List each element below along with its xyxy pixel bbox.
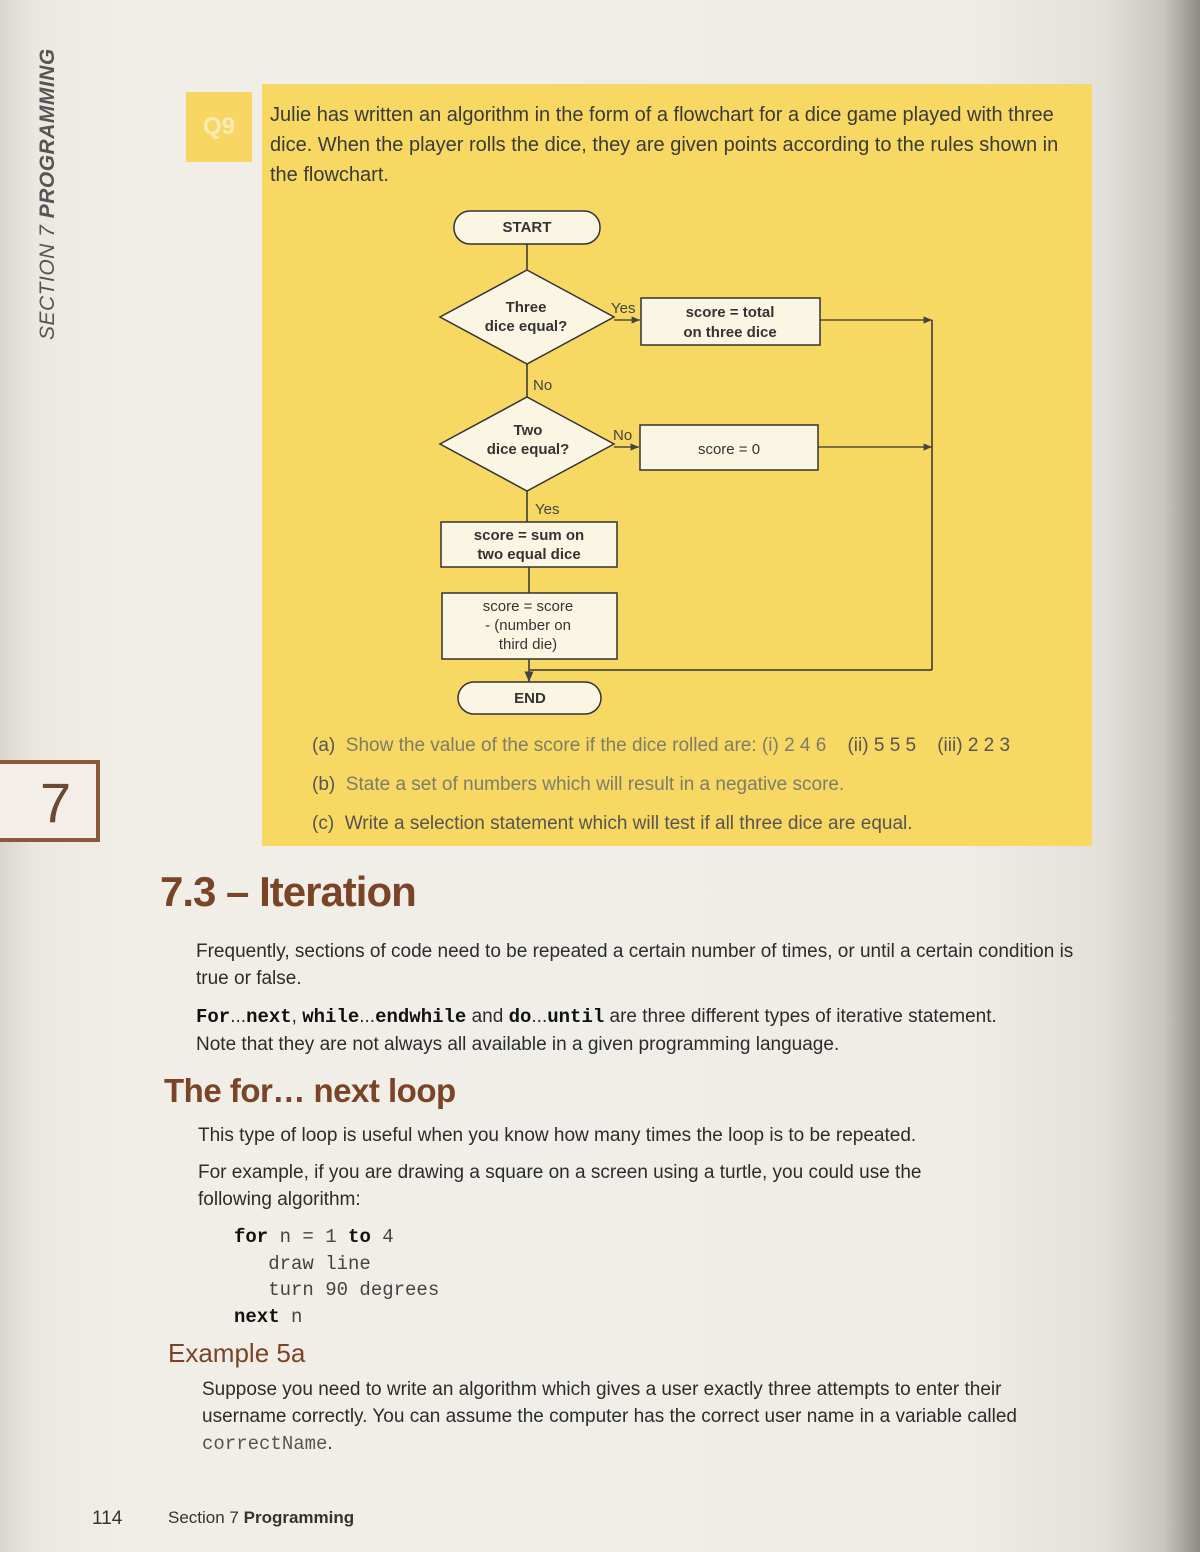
box4-label-3: third die) xyxy=(498,636,558,653)
yes2-label: Yes xyxy=(535,501,560,518)
no1-label: No xyxy=(533,377,553,394)
question-tag: Q9 xyxy=(186,92,252,162)
section-side-label: SECTION 7 PROGRAMMING xyxy=(36,48,59,340)
decision2-label-2: dice equal? xyxy=(486,441,570,458)
decision1-label-2: dice equal? xyxy=(484,318,568,335)
box1-label-2: on three dice xyxy=(683,324,777,341)
box1-label-1: score = total xyxy=(685,304,775,321)
subquestion-a: (a) Show the value of the score if the dice rolled are: (i) 2 4 6 (ii) 5 5 5 (iii) 2 2 3 xyxy=(312,735,1011,756)
start-label: START xyxy=(502,219,552,236)
end-label: END xyxy=(514,690,546,707)
question-text: Julie has written an algorithm in the form of a flowchart for a dice game played with three dice. When the player rolls the dice, they are given points according to the rules shown in the flowchart. xyxy=(270,104,1059,186)
turtle-code-block: for n = 1 to 4 draw line turn 90 degrees next n xyxy=(234,1226,440,1328)
chapter-number: 7 xyxy=(40,771,72,834)
box3-label-2: two equal dice xyxy=(477,546,581,563)
example-paragraph: Suppose you need to write an algorithm which gives a user exactly three attempts to enter their username correctly. You can assume the computer has the correct user name in a variable called correctName. xyxy=(202,1379,1017,1455)
yes1-label: Yes xyxy=(611,300,636,317)
decision-three-dice xyxy=(440,270,614,364)
example-heading: Example 5a xyxy=(168,1338,306,1368)
section-heading: 7.3 – Iteration xyxy=(160,868,416,915)
for-loop-paragraph-2: For example, if you are drawing a square on a screen using a turtle, you could use the following algorithm: xyxy=(198,1162,922,1210)
footer-section: Section 7 Programming xyxy=(168,1508,355,1527)
subquestion-b: (b) State a set of numbers which will result in a negative score. xyxy=(312,774,845,795)
decision2-label-1: Two xyxy=(513,422,543,439)
for-loop-paragraph-1: This type of loop is useful when you know how many times the loop is to be repeated. xyxy=(198,1125,917,1146)
subquestion-c: (c) Write a selection statement which will test if all three dice are equal. xyxy=(312,813,913,834)
box3-label-1: score = sum on xyxy=(473,527,585,544)
for-loop-heading: The for… next loop xyxy=(164,1072,456,1109)
box2-label: score = 0 xyxy=(697,441,761,458)
intro-paragraph: Frequently, sections of code need to be repeated a certain number of times, or until a certain condition is true or false. xyxy=(196,941,1074,989)
page-number: 114 xyxy=(92,1508,123,1529)
no2-label: No xyxy=(613,427,633,444)
box4-label-2: - (number on xyxy=(485,617,571,634)
box4-label-1: score = score xyxy=(482,598,574,615)
iteration-types-paragraph: For...next, while...endwhile and do...until are three different types of iterative statement. Note that they are not always all available in a given programming language. xyxy=(196,1006,997,1055)
decision1-label-1: Three xyxy=(505,299,547,316)
